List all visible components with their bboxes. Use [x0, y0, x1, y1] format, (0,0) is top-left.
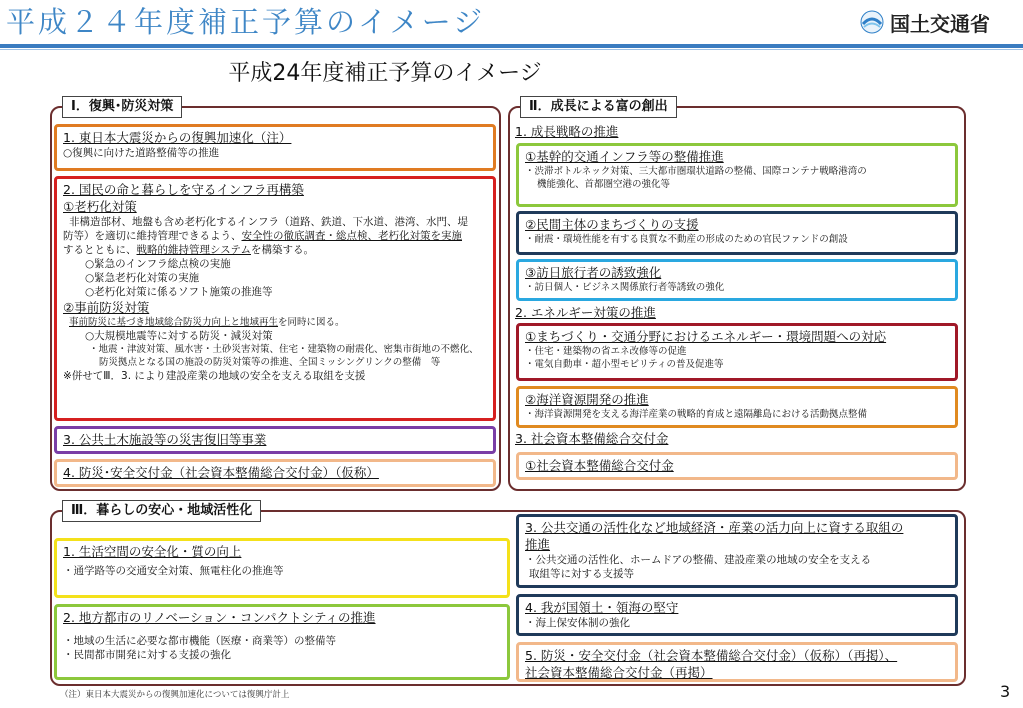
- section1-box3: [54, 426, 496, 454]
- page-header-title: 平成２４年度補正予算のイメージ: [6, 5, 486, 39]
- box-line: ・民間都市開発に対する支援の強化: [63, 649, 231, 661]
- section2-box4: [516, 323, 958, 381]
- box-line: ・訪日個人・ビジネス関係旅行者等誘致の強化: [525, 282, 725, 293]
- box-line: ・海洋資源開発を支える海洋産業の戦略的育成と遠隔離島における活動拠点整備: [525, 409, 868, 420]
- box-heading: 5. 防災・安全交付金（社会資本整備総合交付金）（仮称）（再掲）、: [525, 648, 898, 663]
- section1-box2: [54, 176, 496, 421]
- box-line: ○復興に向けた道路整備等の推進: [63, 147, 220, 159]
- section2-box1: [516, 143, 958, 207]
- box-line: ・通学路等の交通安全対策、無電柱化の推進等: [63, 565, 284, 577]
- section3-box3: [516, 514, 958, 588]
- list-item: ・地震・津波対策、風水害・土砂災害対策、住宅・建築物の耐震化、密集市街地の不燃化、: [89, 344, 479, 355]
- list-item: ○緊急老朽化対策の実施: [85, 272, 200, 284]
- paragraph-line: を同時に図る。: [278, 317, 345, 328]
- box-heading: 社会資本整備総合交付金（再掲）: [525, 665, 713, 680]
- mlit-logo-icon: [860, 10, 884, 34]
- paragraph-line: 非構造部材、地盤も含め老朽化するインフラ（道路、鉄道、下水道、港湾、水門、堤: [69, 216, 468, 228]
- box-line: 機能強化、首都圏空港の強化等: [537, 179, 671, 190]
- box-heading: 1. 生活空間の安全化・質の向上: [63, 544, 242, 559]
- section1-box1: [54, 124, 496, 171]
- list-item: 防災拠点となる国の施設の防災対策等の推進、全国ミッシングリンクの整備 等: [99, 357, 441, 368]
- group-heading: 3. 社会資本整備総合交付金: [515, 431, 669, 446]
- list-item: ※併せてⅢ．3. により建設産業の地域の安全を支える取組を支援: [63, 370, 366, 382]
- box-heading: 3. 公共交通の活性化など地域経済・産業の活力向上に資する取組の: [525, 520, 904, 535]
- paragraph-line: するとともに、: [63, 244, 137, 256]
- box-heading: ③訪日旅行者の誘致強化: [525, 265, 662, 280]
- box-line: ・電気自動車・超小型モビリティの普及促進等: [525, 359, 724, 370]
- section2-box3: [516, 259, 958, 301]
- box-heading: ②海洋資源開発の推進: [525, 392, 649, 407]
- list-item: ○老朽化対策に係るソフト施策の推進等: [85, 286, 273, 298]
- group-heading: 2. エネルギー対策の推進: [515, 305, 656, 320]
- box-heading: ①基幹的交通インフラ等の整備推進: [525, 149, 724, 164]
- paragraph-line: 防等）を適切に維持管理できるよう、: [63, 230, 242, 242]
- section3-box2: [54, 604, 510, 680]
- box-heading: 1. 東日本大震災からの復興加速化: [63, 130, 254, 145]
- box-line: ・耐震・環境性能を有する良質な不動産の形成のための官民ファンドの創設: [525, 234, 848, 245]
- header-rule-thin: [0, 49, 1023, 50]
- page-number: 3: [1000, 682, 1011, 701]
- subheading-prevention: ②事前防災対策: [63, 300, 150, 315]
- footnote: （注）東日本大震災からの復興加速化については復興庁計上: [60, 690, 290, 700]
- header-rule: [0, 44, 1023, 48]
- box-line: ・渋滞ボトルネック対策、三大都市圏環状道路の整備、国際コンテナ戦略港湾の: [525, 166, 867, 177]
- section2-box2: [516, 211, 958, 255]
- box-line: ・地域の生活に必要な都市機能（医療・商業等）の整備等: [63, 635, 336, 647]
- box-heading: 4. 防災･安全交付金（社会資本整備総合交付金）（仮称）: [63, 465, 379, 480]
- section3-box4: [516, 594, 958, 636]
- paragraph-emphasis: 戦略的維持管理システム: [136, 244, 251, 256]
- ministry-logo: [860, 8, 990, 36]
- list-item: ○大規模地震等に対する防災・減災対策: [85, 330, 273, 342]
- box-line: ・海上保安体制の強化: [525, 617, 630, 629]
- section-1-label: Ⅰ．復興･防災対策: [62, 96, 182, 118]
- main-title: 平成24年度補正予算のイメージ: [228, 61, 542, 86]
- paragraph-emphasis: 安全性の徹底調査・総点検、老朽化対策を実施: [241, 230, 462, 242]
- ministry-name: 国土交通省: [890, 11, 990, 36]
- box-heading: ②民間主体のまちづくりの支援: [525, 217, 699, 232]
- box-heading: 2. 国民の命と暮らしを守るインフラ再構築: [63, 182, 304, 197]
- box-heading: 推進: [525, 537, 551, 552]
- list-item: ○緊急のインフラ総点検の実施: [85, 258, 231, 270]
- paragraph-line: を構築する。: [250, 244, 314, 256]
- section3-box5: [516, 642, 958, 682]
- box-heading: 2. 地方都市のリノベーション・コンパクトシティの推進: [63, 610, 376, 625]
- section3-box1: [54, 538, 510, 598]
- section2-box5: [516, 386, 958, 428]
- box-heading: 4. 我が国領土・領海の堅守: [525, 600, 679, 615]
- box-line: ・公共交通の活性化、ホームドアの整備、建設産業の地域の安全を支える: [525, 554, 872, 566]
- box-line: 取組等に対する支援等: [529, 568, 634, 580]
- box-heading: ①まちづくり・交通分野におけるエネルギー・環境問題への対応: [525, 329, 887, 344]
- box-heading: ①社会資本整備総合交付金: [525, 458, 674, 473]
- box-line: ・住宅・建築物の省エネ改修等の促進: [525, 346, 687, 357]
- paragraph-emphasis: 事前防災に基づき地域総合防災力向上と地域再生: [69, 317, 279, 328]
- section-3-label: Ⅲ．暮らしの安心・地域活性化: [62, 500, 261, 522]
- group-heading: 1. 成長戦略の推進: [515, 124, 619, 139]
- section-2-label: Ⅱ．成長による富の創出: [520, 96, 677, 118]
- subheading-aging: ①老朽化対策: [63, 199, 137, 214]
- box-heading-note: （注）: [253, 130, 292, 145]
- section1-box4: [54, 459, 496, 487]
- box-heading: 3. 公共土木施設等の災害復旧等事業: [63, 432, 267, 447]
- section2-box6: [516, 452, 958, 480]
